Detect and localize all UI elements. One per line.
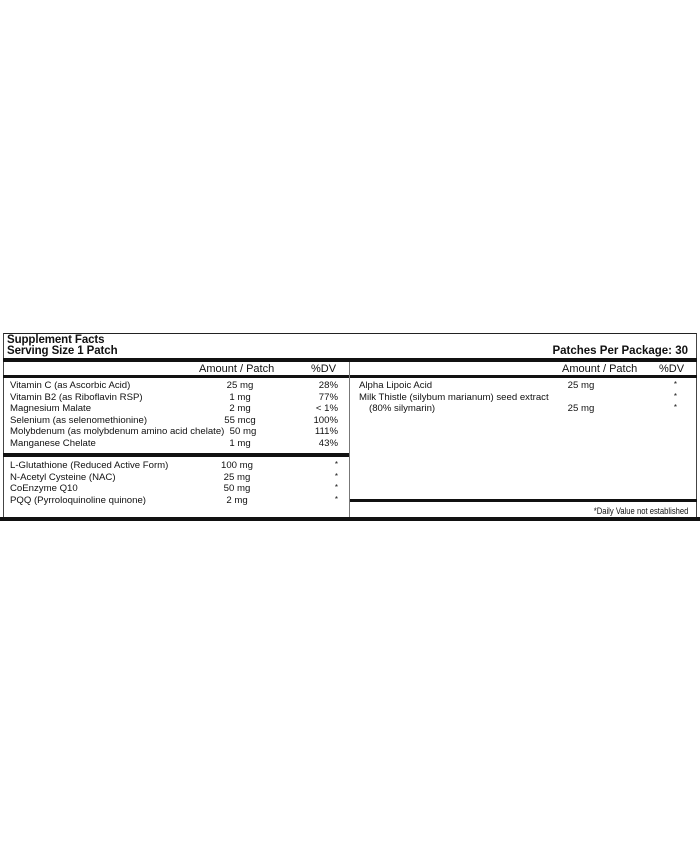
ingredient-dv: < 1% [315,403,338,415]
right-dv-header: %DV [659,363,685,375]
ingredient-name: Molybdenum (as molybdenum amino acid chelate) [10,426,225,438]
ingredient-dv: * [673,403,677,413]
ingredient-amount: 100 mg [221,460,253,471]
patches-per-package: Patches Per Package: 30 [552,345,688,357]
ingredient-name: Milk Thistle (silybum marianum) seed extract [359,391,549,403]
column-separator [349,362,350,519]
ingredient-name: Alpha Lipoic Acid [359,380,433,391]
ingredient-amount: 55 mcg [224,414,256,426]
ingredient-name: Selenium (as selenomethionine) [10,414,148,426]
panel-title-block [7,335,118,357]
ingredient-dv: 43% [318,438,338,449]
ingredient-dv: * [673,380,677,389]
ingredient-amount: 25 mg [223,471,251,483]
ingredient-amount: 25 mg [226,380,254,391]
daily-value-footnote: *Daily Value not established [593,506,688,516]
ingredient-dv: * [334,471,338,481]
left-amount-header: Amount / Patch [199,363,275,375]
right-amount-header: Amount / Patch [562,363,638,375]
ingredient-name: L-Glutathione (Reduced Active Form) [10,460,169,471]
divider-thick-header [3,375,697,378]
panel-title: Supplement Facts [7,334,105,346]
divider-thick-bottom [0,517,700,521]
ingredient-amount: 25 mg [567,403,595,415]
ingredient-name: Manganese Chelate [10,438,96,449]
ingredient-amount: 50 mg [229,426,257,438]
ingredient-amount: 2 mg [229,403,251,415]
ingredient-amount: 1 mg [229,391,251,403]
ingredient-dv: * [334,494,338,504]
ingredient-dv: * [334,483,338,493]
ingredient-dv: * [334,460,338,469]
divider-thick-left-mid [3,453,349,457]
ingredient-dv: * [673,391,677,401]
ingredient-amount: 1 mg [229,438,251,449]
ingredient-name: Vitamin C (as Ascorbic Acid) [10,380,131,391]
ingredient-dv: 111% [314,426,338,438]
divider-thick-right-foot [350,499,697,502]
ingredient-amount: 50 mg [223,483,251,495]
left-dv-header: %DV [311,363,337,375]
ingredient-name: (80% silymarin) [369,403,436,415]
serving-size: Serving Size 1 Patch [7,345,118,357]
ingredient-amount: 2 mg [226,494,248,506]
ingredient-name: N-Acetyl Cysteine (NAC) [10,471,116,483]
ingredient-name: PQQ (Pyrroloquinoline quinone) [10,494,146,506]
ingredient-dv: 77% [318,391,338,403]
ingredient-amount: 25 mg [567,380,595,391]
ingredient-dv: 28% [318,380,338,391]
ingredient-name: CoEnzyme Q10 [10,483,78,495]
divider-thick-top [3,358,697,362]
ingredient-name: Vitamin B2 (as Riboflavin RSP) [10,391,143,403]
ingredient-dv: 100% [313,414,338,426]
ingredient-name: Magnesium Malate [10,403,92,415]
